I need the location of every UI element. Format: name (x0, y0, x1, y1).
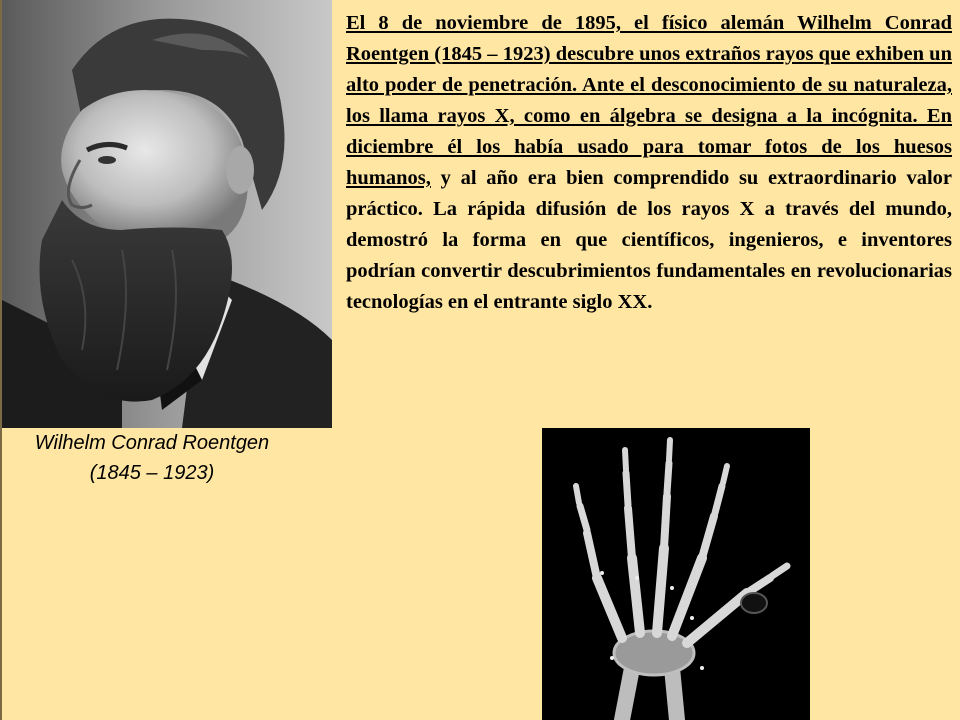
caption-dates: (1845 – 1923) (89, 462, 215, 484)
hand-xray-image (542, 428, 810, 720)
portrait-caption (2, 428, 302, 488)
paragraph-underlined-text: El 8 de noviembre de 1895, el físico alemán Wilhelm Conrad Roentgen (1845 – 1923) descubre unos extraños rayos que exhiben un alto poder de penetración. Ante el desconocimiento de su naturaleza, los llama rayos X, como en álgebra se designa a la incógnita. En diciembre él los había usado para tomar fotos de los huesos humanos, (346, 12, 952, 189)
history-paragraph (346, 8, 952, 318)
roentgen-portrait (2, 0, 332, 428)
caption-name: Wilhelm Conrad Roentgen (34, 432, 270, 454)
paragraph-plain-text: y al año era bien comprendido su extraordinario valor práctico. La rápida difusión de los rayos X a través del mundo, demostró la forma en que científicos, ingenieros, e inventores podrían convertir descubrimientos fundamentales en revolucionarias tecnologías en el entrante siglo XX. (346, 167, 952, 313)
